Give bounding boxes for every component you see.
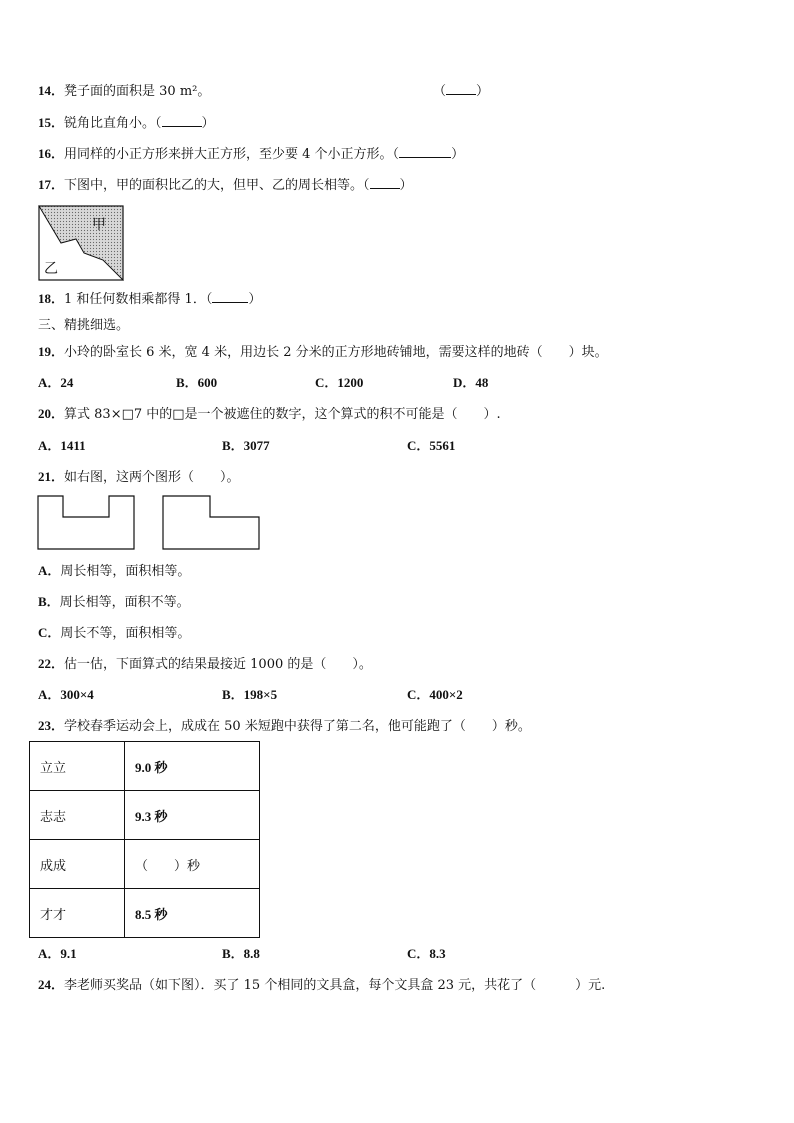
runner-name: 成成 — [30, 840, 125, 889]
table-row — [30, 889, 260, 938]
question-17 — [38, 176, 413, 195]
label-yi: 乙 — [44, 261, 58, 277]
option-c[interactable] — [407, 686, 463, 705]
question-number: 14． — [38, 83, 65, 98]
answer-blank-15[interactable] — [162, 114, 202, 127]
runner-time: 9.0 秒 — [125, 742, 260, 791]
option-c[interactable] — [407, 945, 446, 964]
question-16 — [38, 145, 464, 164]
question-number: 21． — [38, 469, 65, 484]
option-c[interactable] — [315, 374, 363, 393]
question-14 — [38, 82, 210, 101]
option-value: 198×5 — [243, 687, 278, 702]
shape-left — [38, 496, 134, 549]
option-a[interactable] — [38, 686, 94, 705]
option-a[interactable] — [38, 437, 86, 456]
question-text: 学校春季运动会上，成成在 50 米短跑中获得了第二名，他可能跑了（ ）秒。 — [64, 719, 531, 734]
label-jia: 甲 — [92, 217, 106, 233]
table-row — [30, 742, 260, 791]
option-value: 9.1 — [60, 946, 77, 961]
section-heading: 三、精挑细选。 — [38, 318, 130, 333]
option-letter: C． — [407, 438, 430, 453]
option-letter: A． — [38, 375, 61, 390]
question-24 — [38, 976, 605, 995]
runner-time-blank[interactable]: （ ）秒 — [125, 840, 260, 889]
two-shapes-figure — [37, 495, 261, 551]
option-value: 周长不等，面积相等。 — [60, 626, 191, 641]
paren-open: （ — [433, 84, 447, 99]
option-letter: C． — [407, 946, 430, 961]
option-letter: C． — [407, 687, 430, 702]
question-number: 23． — [38, 718, 65, 733]
question-18 — [38, 290, 261, 309]
question-text: 1 和任何数相乘都得 1．（ — [64, 292, 213, 307]
option-letter: A． — [38, 946, 61, 961]
table-row — [30, 840, 260, 889]
paren-close: ） — [476, 84, 490, 99]
option-value: 300×4 — [60, 687, 94, 702]
question-20 — [38, 405, 501, 424]
option-value: 48 — [475, 375, 489, 390]
question-number: 17． — [38, 177, 65, 192]
runner-times-table — [29, 741, 260, 938]
option-value: 400×2 — [429, 687, 463, 702]
question-22 — [38, 655, 372, 674]
question-text: 算式 83×□7 中的□是一个被遮住的数字，这个算式的积不可能是（ ）. — [64, 407, 501, 422]
question-19 — [38, 343, 608, 362]
option-b[interactable] — [222, 686, 277, 705]
shape-right — [163, 496, 259, 549]
option-value: 8.8 — [243, 946, 260, 961]
option-value: 3077 — [243, 438, 270, 453]
square-figure-jia-yi — [38, 205, 124, 281]
paren-close: ） — [248, 292, 262, 307]
runner-time: 9.3 秒 — [125, 791, 260, 840]
answer-blank-14[interactable] — [433, 82, 489, 101]
option-a[interactable] — [38, 562, 190, 581]
question-number: 24． — [38, 977, 65, 992]
option-d[interactable] — [453, 374, 488, 393]
option-a[interactable] — [38, 374, 73, 393]
option-value: 周长相等，面积相等。 — [60, 564, 191, 579]
option-value: 8.3 — [429, 946, 446, 961]
table-row — [30, 791, 260, 840]
option-letter: A． — [38, 438, 61, 453]
blank-line[interactable] — [446, 82, 476, 95]
option-letter: D． — [453, 375, 476, 390]
option-c[interactable] — [407, 437, 455, 456]
question-number: 19． — [38, 344, 65, 359]
answer-blank-18[interactable] — [212, 290, 248, 303]
question-text: 小玲的卧室长 6 米，宽 4 米，用边长 2 分米的正方形地砖铺地，需要这样的地砖（ ）块。 — [64, 345, 608, 360]
option-letter: C． — [315, 375, 338, 390]
option-value: 600 — [197, 375, 218, 390]
question-text: 凳子面的面积是 30 m²。 — [64, 84, 211, 99]
option-letter: B． — [222, 687, 244, 702]
question-text: 李老师买奖品（如下图）．买了 15 个相同的文具盒，每个文具盒 23 元，共花了（ ）元. — [64, 978, 606, 993]
option-b[interactable] — [222, 437, 270, 456]
option-letter: B． — [176, 375, 198, 390]
option-letter: A． — [38, 563, 61, 578]
answer-blank-16[interactable] — [399, 145, 451, 158]
question-21 — [38, 468, 240, 487]
question-number: 15． — [38, 115, 65, 130]
runner-time: 8.5 秒 — [125, 889, 260, 938]
answer-blank-17[interactable] — [370, 176, 400, 189]
option-letter: B． — [38, 594, 60, 609]
runner-name: 立立 — [30, 742, 125, 791]
question-number: 16． — [38, 146, 65, 161]
paren-close: ） — [451, 147, 465, 162]
question-text: 估一估，下面算式的结果最接近 1000 的是（ ）。 — [64, 657, 372, 672]
option-letter: C． — [38, 625, 61, 640]
option-value: 1200 — [337, 375, 364, 390]
question-number: 18． — [38, 291, 65, 306]
option-value: 5561 — [429, 438, 456, 453]
option-letter: B． — [222, 438, 244, 453]
option-b[interactable] — [176, 374, 217, 393]
question-23 — [38, 717, 531, 736]
runner-name: 才才 — [30, 889, 125, 938]
question-text: 如右图，这两个图形（ ）。 — [64, 470, 240, 485]
paren-close: ） — [399, 178, 413, 193]
option-value: 24 — [60, 375, 74, 390]
paren-close: ） — [201, 116, 215, 131]
question-number: 20． — [38, 406, 65, 421]
option-value: 1411 — [60, 438, 86, 453]
runner-name: 志志 — [30, 791, 125, 840]
option-c[interactable] — [38, 624, 190, 643]
question-text: 锐角比直角小。（ — [64, 116, 162, 131]
option-letter: A． — [38, 687, 61, 702]
option-b[interactable] — [38, 593, 190, 612]
option-a[interactable] — [38, 945, 77, 964]
question-number: 22． — [38, 656, 65, 671]
option-value: 周长相等，面积不等。 — [59, 595, 190, 610]
option-b[interactable] — [222, 945, 260, 964]
question-text: 下图中，甲的面积比乙的大，但甲、乙的周长相等。（ — [64, 178, 370, 193]
option-letter: B． — [222, 946, 244, 961]
question-text: 用同样的小正方形来拼大正方形，至少要 4 个小正方形。（ — [64, 147, 400, 162]
question-15 — [38, 114, 215, 133]
